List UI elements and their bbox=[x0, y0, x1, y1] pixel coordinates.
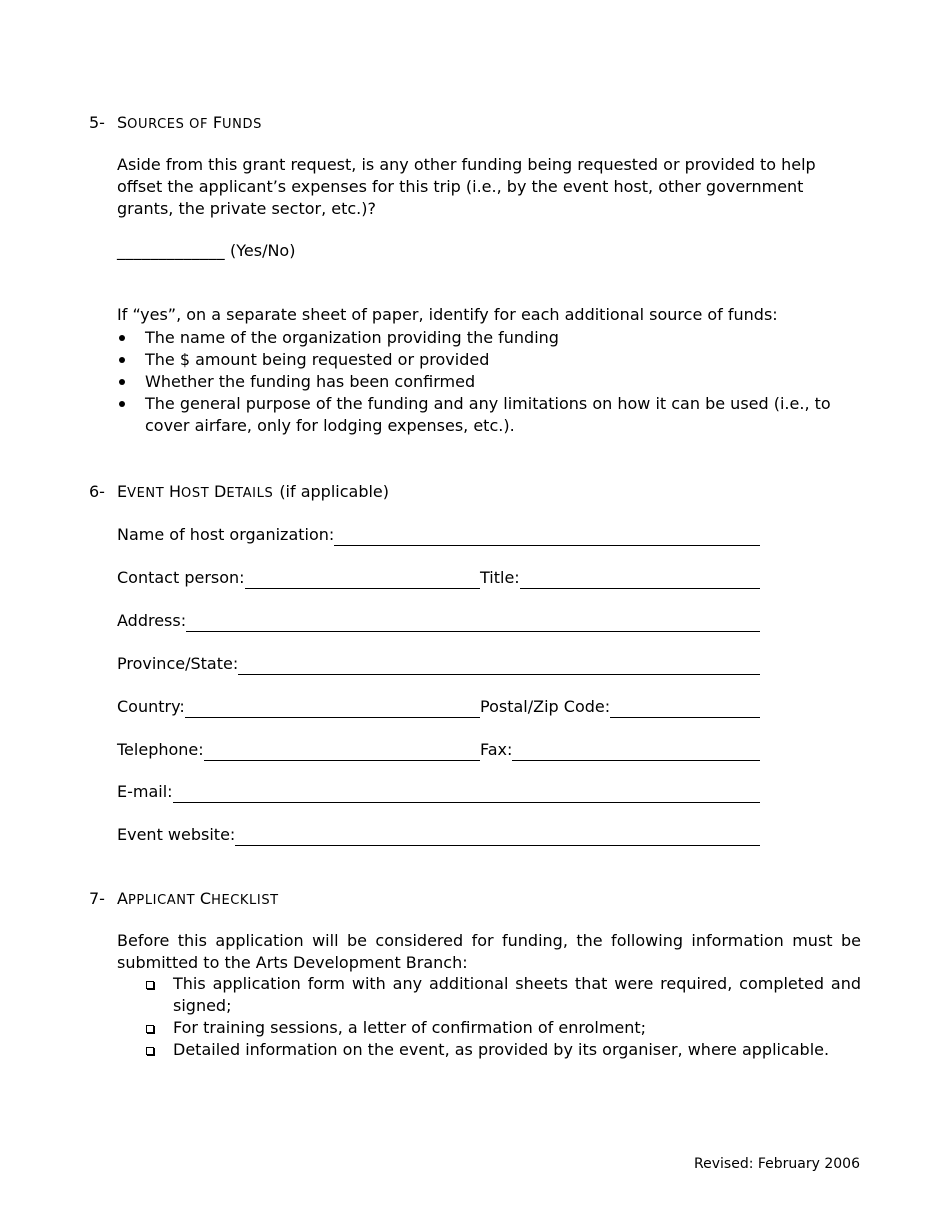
yes-no-answer[interactable] bbox=[117, 240, 295, 262]
checklist-intro: Before this application will be considered for funding, the following information must be submitted to the Arts Development Branch: bbox=[117, 931, 861, 972]
list-item: Whether the funding has been confirmed bbox=[117, 371, 857, 393]
contact-person-field[interactable]: Contact person: bbox=[117, 565, 480, 589]
checklist-item: For training sessions, a letter of confirmation of enrolment; bbox=[145, 1017, 861, 1039]
province-state-input[interactable] bbox=[238, 654, 760, 675]
list-item: The $ amount being requested or provided bbox=[117, 349, 857, 371]
list-item: The general purpose of the funding and any limitations on how it can be used (i.e., to cover airfare, only for lodging expenses, etc.). bbox=[117, 393, 857, 437]
title-field[interactable]: Title: bbox=[480, 565, 760, 589]
fax-input[interactable] bbox=[512, 740, 760, 761]
funding-details-list bbox=[117, 327, 857, 437]
event-website-input[interactable] bbox=[235, 825, 760, 846]
applicant-checklist bbox=[145, 973, 861, 1061]
email-input[interactable] bbox=[173, 782, 760, 803]
title-input[interactable] bbox=[520, 568, 760, 589]
list-item: The name of the organization providing the funding bbox=[117, 327, 857, 349]
country-field[interactable]: Country: bbox=[117, 694, 480, 718]
checkbox-icon bbox=[146, 1047, 154, 1055]
telephone-input[interactable] bbox=[204, 740, 480, 761]
contact-person-input[interactable] bbox=[245, 568, 480, 589]
section-6-heading: 6- EVENT HOST DETAILS (if applicable) bbox=[89, 482, 390, 501]
checkbox-icon bbox=[146, 1025, 154, 1033]
checkbox-icon bbox=[146, 981, 154, 989]
telephone-field[interactable]: Telephone: bbox=[117, 737, 480, 761]
postal-code-input[interactable] bbox=[610, 697, 760, 718]
host-organization-input[interactable] bbox=[334, 525, 760, 546]
yes-no-hint: (Yes/No) bbox=[230, 241, 296, 260]
country-input[interactable] bbox=[185, 697, 480, 718]
postal-code-field[interactable]: Postal/Zip Code: bbox=[480, 694, 760, 718]
section-6-note: (if applicable) bbox=[279, 482, 390, 501]
section-6-number: 6- bbox=[89, 482, 105, 501]
revision-date: Revised: February 2006 bbox=[694, 1156, 860, 1172]
province-state-field[interactable]: Province/State: bbox=[117, 651, 760, 675]
section-7-number: 7- bbox=[89, 889, 105, 908]
section-5-heading: 5- SOURCES OF FUNDS bbox=[89, 113, 262, 132]
event-website-field[interactable]: Event website: bbox=[117, 822, 760, 846]
funding-question: Aside from this grant request, is any other funding being requested or provided to help offset the applicant’s expenses for this trip (i.e., by the event host, other government grants, the private sector, etc.)? bbox=[117, 155, 816, 218]
checklist-item: This application form with any additional sheets that were required, completed and signed; bbox=[145, 973, 861, 1017]
address-input[interactable] bbox=[186, 611, 760, 632]
fax-field[interactable]: Fax: bbox=[480, 737, 760, 761]
section-5-number: 5- bbox=[89, 113, 105, 132]
yes-no-blank[interactable]: _____________ bbox=[117, 241, 225, 260]
checklist-item: Detailed information on the event, as provided by its organiser, where applicable. bbox=[145, 1039, 861, 1061]
email-field[interactable]: E-mail: bbox=[117, 779, 760, 803]
address-field[interactable]: Address: bbox=[117, 608, 760, 632]
if-yes-intro: If “yes”, on a separate sheet of paper, identify for each additional source of funds: bbox=[117, 305, 778, 324]
section-7-heading: 7- APPLICANT CHECKLIST bbox=[89, 889, 279, 908]
host-organization-field[interactable]: Name of host organization: bbox=[117, 522, 760, 546]
